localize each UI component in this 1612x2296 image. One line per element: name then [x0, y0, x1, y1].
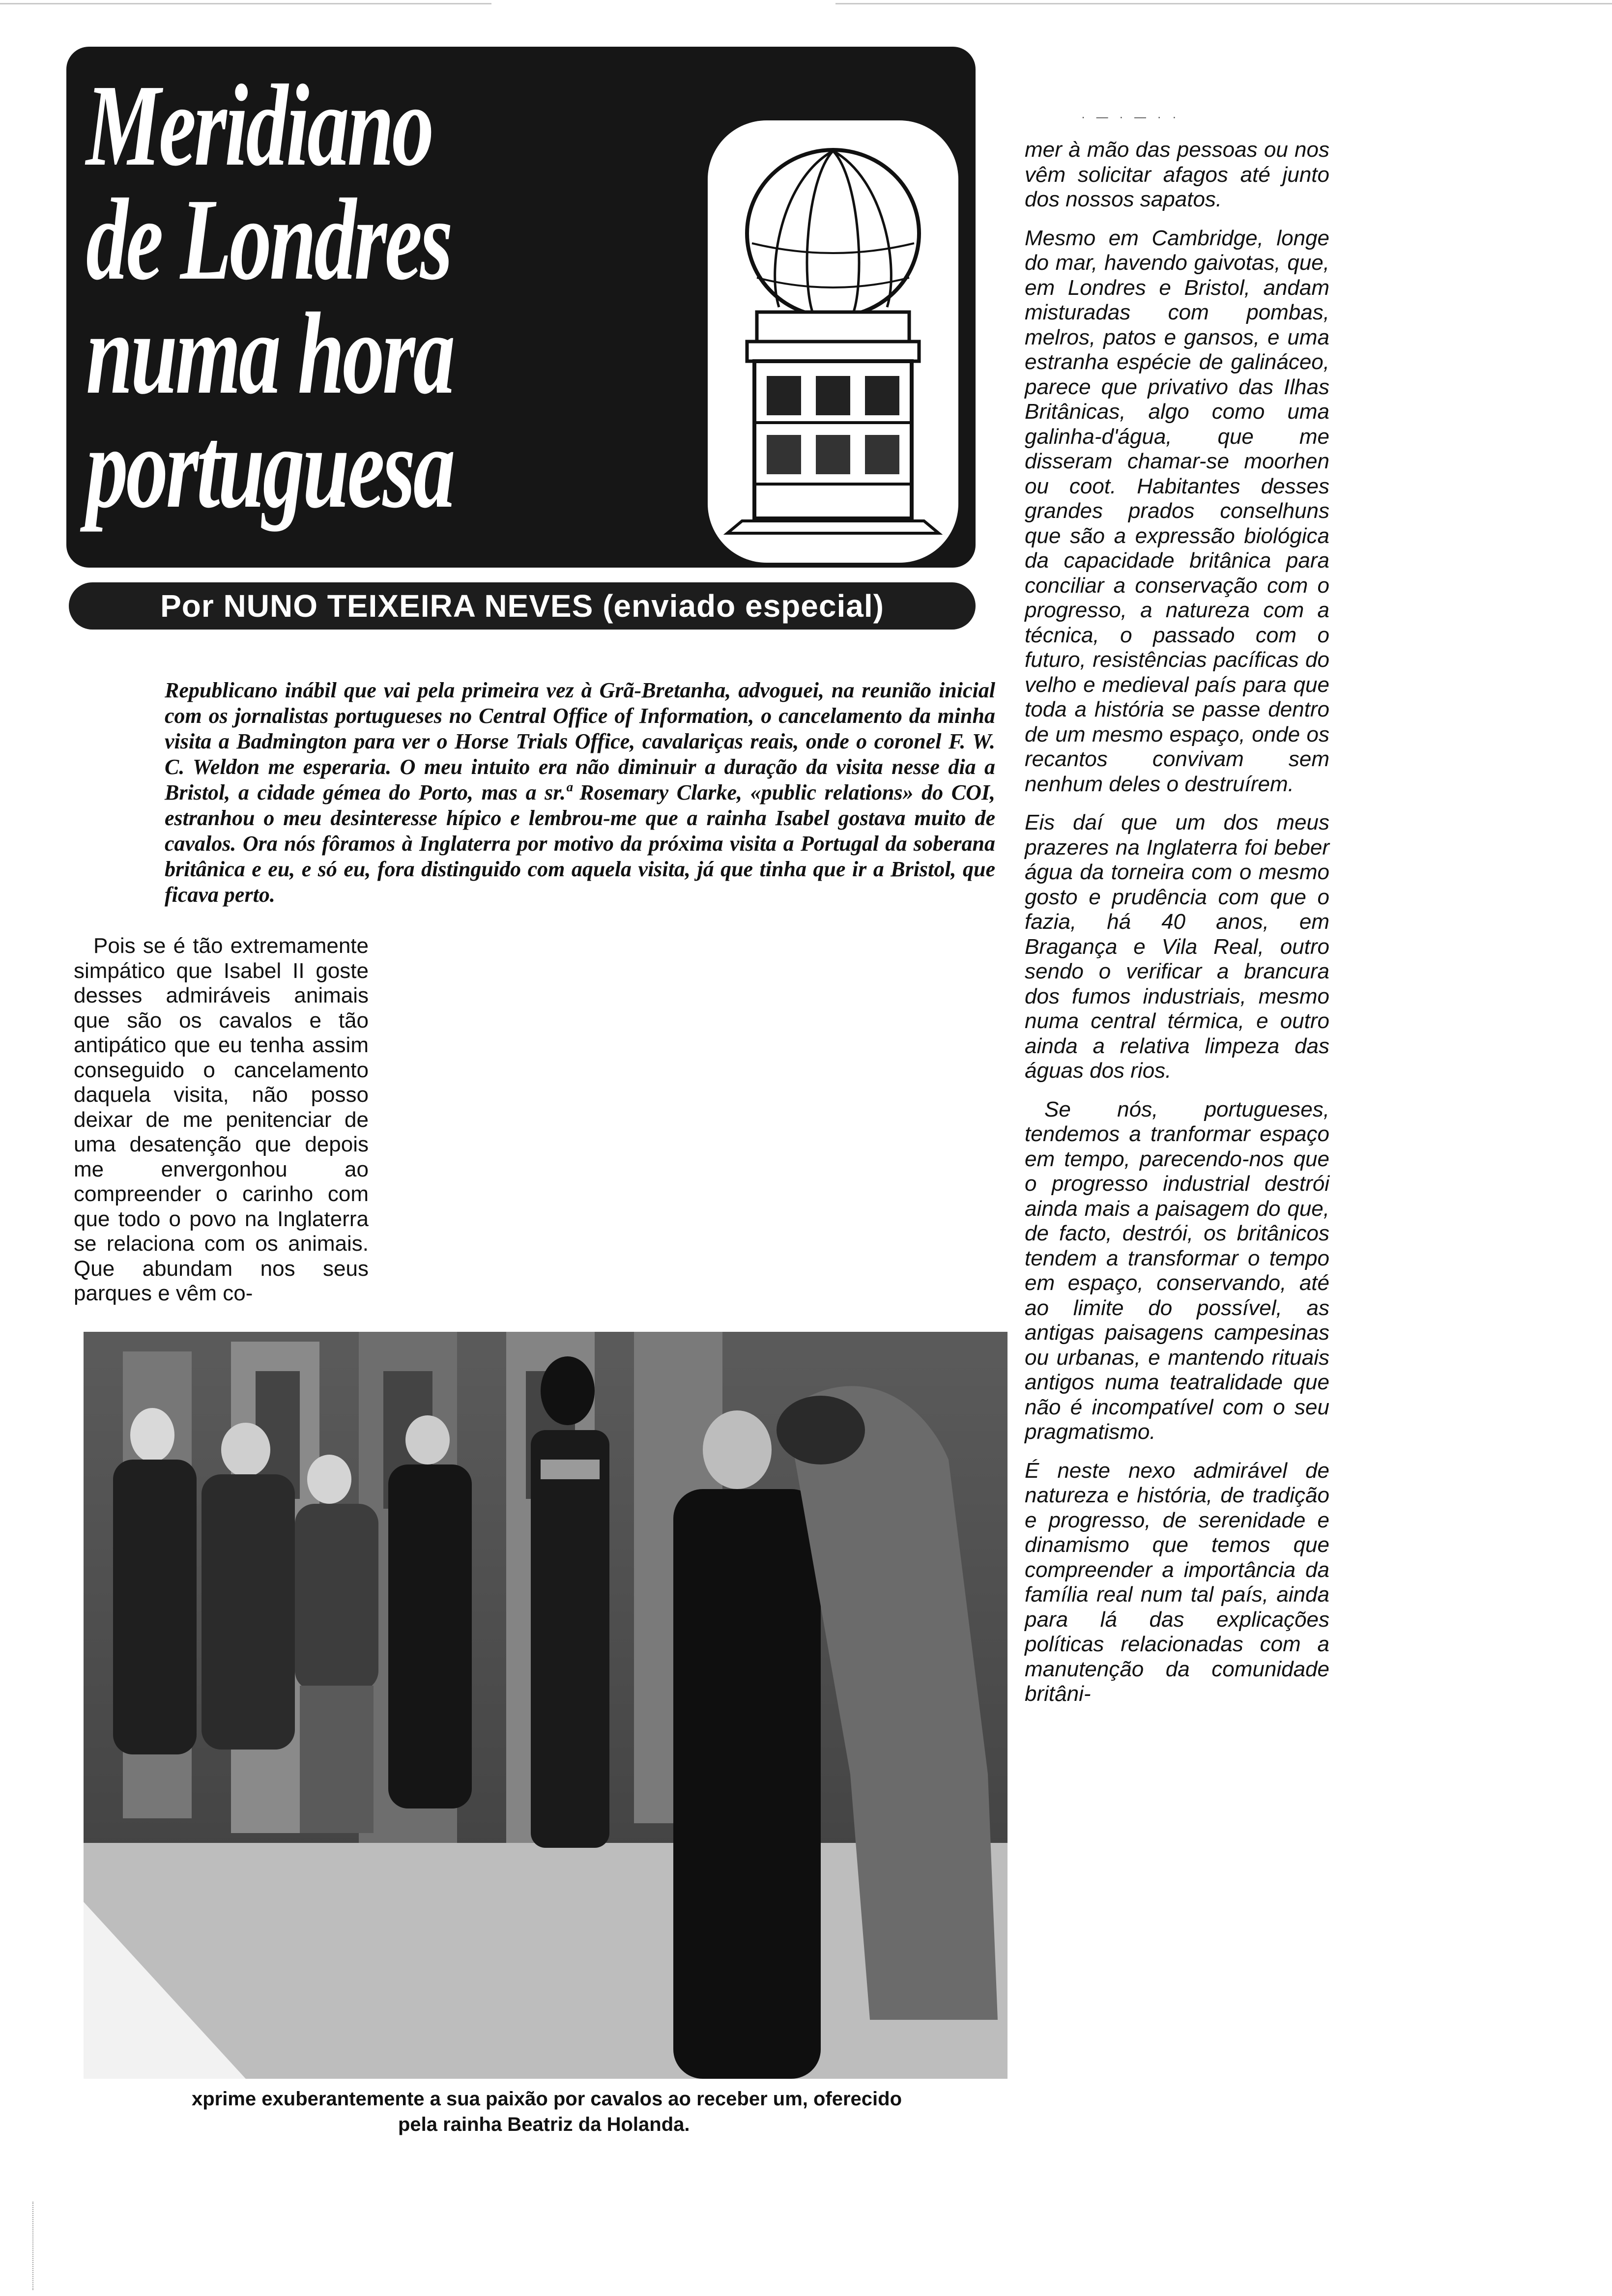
- scan-edge-marks: [32, 2202, 34, 2290]
- scan-edge-line-left: [0, 3, 491, 4]
- headline-line-3: numa hora: [86, 289, 453, 418]
- right-column: [1025, 138, 1329, 1721]
- news-photograph: [84, 1332, 1008, 2079]
- observatory-dome-illustration: [708, 120, 958, 563]
- lead-paragraph: Republicano inábil que vai pela primeira vez à Grã-Bretanha, advoguei, na reunião inicial com os jornalistas portugueses no Central Office of Information, o cancelamento da minha visita a Badmington para ver o Horse Trials Office, cavalariças reais, onde o coronel F. W. C. Weldon me esperaria. O meu intuito era não diminuir a duração da visita nesse dia a Bristol, a cidade gémea do Porto, mas a sr.ª Rosemary Clarke, «public relations» do COI, estranhou o meu desinteresse hípico e lembrou-me que a rainha Isabel gostava muito de cavalos. Ora nós fôramos à Inglaterra por motivo da próxima visita a Portugal da soberana britânica e eu, e só eu, fora distinguido com aquela visita, já que tinha que ir a Bristol, que ficava perto.: [165, 678, 995, 907]
- observatory-drawing-icon: [708, 120, 958, 563]
- caption-line-1: xprime exuberantemente a sua paixão por cavalos ao receber um, oferecido: [192, 2088, 902, 2110]
- headline-title: [86, 61, 525, 532]
- right-column-paragraph-5: É neste nexo admirável de natureza e história, de tradição e progresso, de serenidade e dinamismo que temos que compreender a importância da família real num tal país, ainda para lá das explicações políticas relacionadas com a manutenção da comunidade britâni-: [1025, 1458, 1329, 1706]
- left-column-paragraph: Pois se é tão extremamente simpático que Isabel II goste desses admiráveis animais que são os cavalos e tão antipático que eu tenha assim conseguido o cancelamento daquela visita, não posso deixar de me penitenciar de uma desatenção que depois me envergonhou ao compreender o carinho com que todo o povo na Inglaterra se relaciona com os animais. Que abundam nos seus parques e vêm co-: [74, 934, 369, 1305]
- headline-block: [66, 47, 976, 568]
- caption-line-2: pela rainha Beatriz da Holanda.: [398, 2114, 690, 2135]
- right-column-paragraph-4: Se nós, portugueses, tendemos a tranformar espaço em tempo, parecendo-nos que o progresso industrial destrói ainda mais a paisagem do que, de facto, destrói, os britânicos tendem a transformar o tempo em espaço, conservando, até ao limite do possível, as antigas paisagens campesinas ou urbanas, e mantendo rituais antigos numa teatralidade que não é incompatível com o seu pragmatismo.: [1025, 1097, 1329, 1444]
- right-column-paragraph-2: Mesmo em Cambridge, longe do mar, havendo gaivotas, que, em Londres e Bristol, andam misturadas com pombas, melros, patos e gansos, e uma estranha espécie de galináceo, parece que privativo das Ilhas Britânicas, algo como uma galinha-d'água, que me disseram chamar-se moorhen ou coot. Habitantes desses grandes prados conselhuns que são a expressão biológica da capacidade britânica para conciliar a conservação com o progresso, a natureza com a técnica, o passado com o futuro, resistências pacíficas do velho e medieval país para que toda a história se passe dentro de um mesmo espaço, onde os recantos convivam sem nenhum deles o destruírem.: [1025, 226, 1329, 796]
- royal-group-with-horse-photo-image: [84, 1332, 1008, 2079]
- right-column-paragraph-1: mer à mão das pessoas ou nos vêm solicitar afagos até junto dos nossos sapatos.: [1025, 138, 1329, 211]
- byline-bar: Por NUNO TEIXEIRA NEVES (enviado especial): [69, 582, 976, 630]
- torn-text-fragment: · — · — · ·: [1081, 111, 1180, 124]
- headline-line-4: portuguesa: [86, 403, 454, 532]
- headline-line-1: Meridiano: [86, 61, 432, 190]
- right-column-paragraph-3: Eis daí que um dos meus prazeres na Inglaterra foi beber água da torneira com o mesmo gosto e prudência com que o fazia, há 40 anos, em Bragança e Vila Real, outro sendo o verificar a brancura dos fumos industriais, mesmo numa central térmica, e outro ainda a relativa limpeza das águas dos rios.: [1025, 810, 1329, 1083]
- left-column: [74, 934, 369, 1306]
- scan-edge-line-right: [835, 3, 1612, 4]
- photo-caption: [192, 2086, 1008, 2137]
- headline-line-2: de Londres: [86, 175, 451, 304]
